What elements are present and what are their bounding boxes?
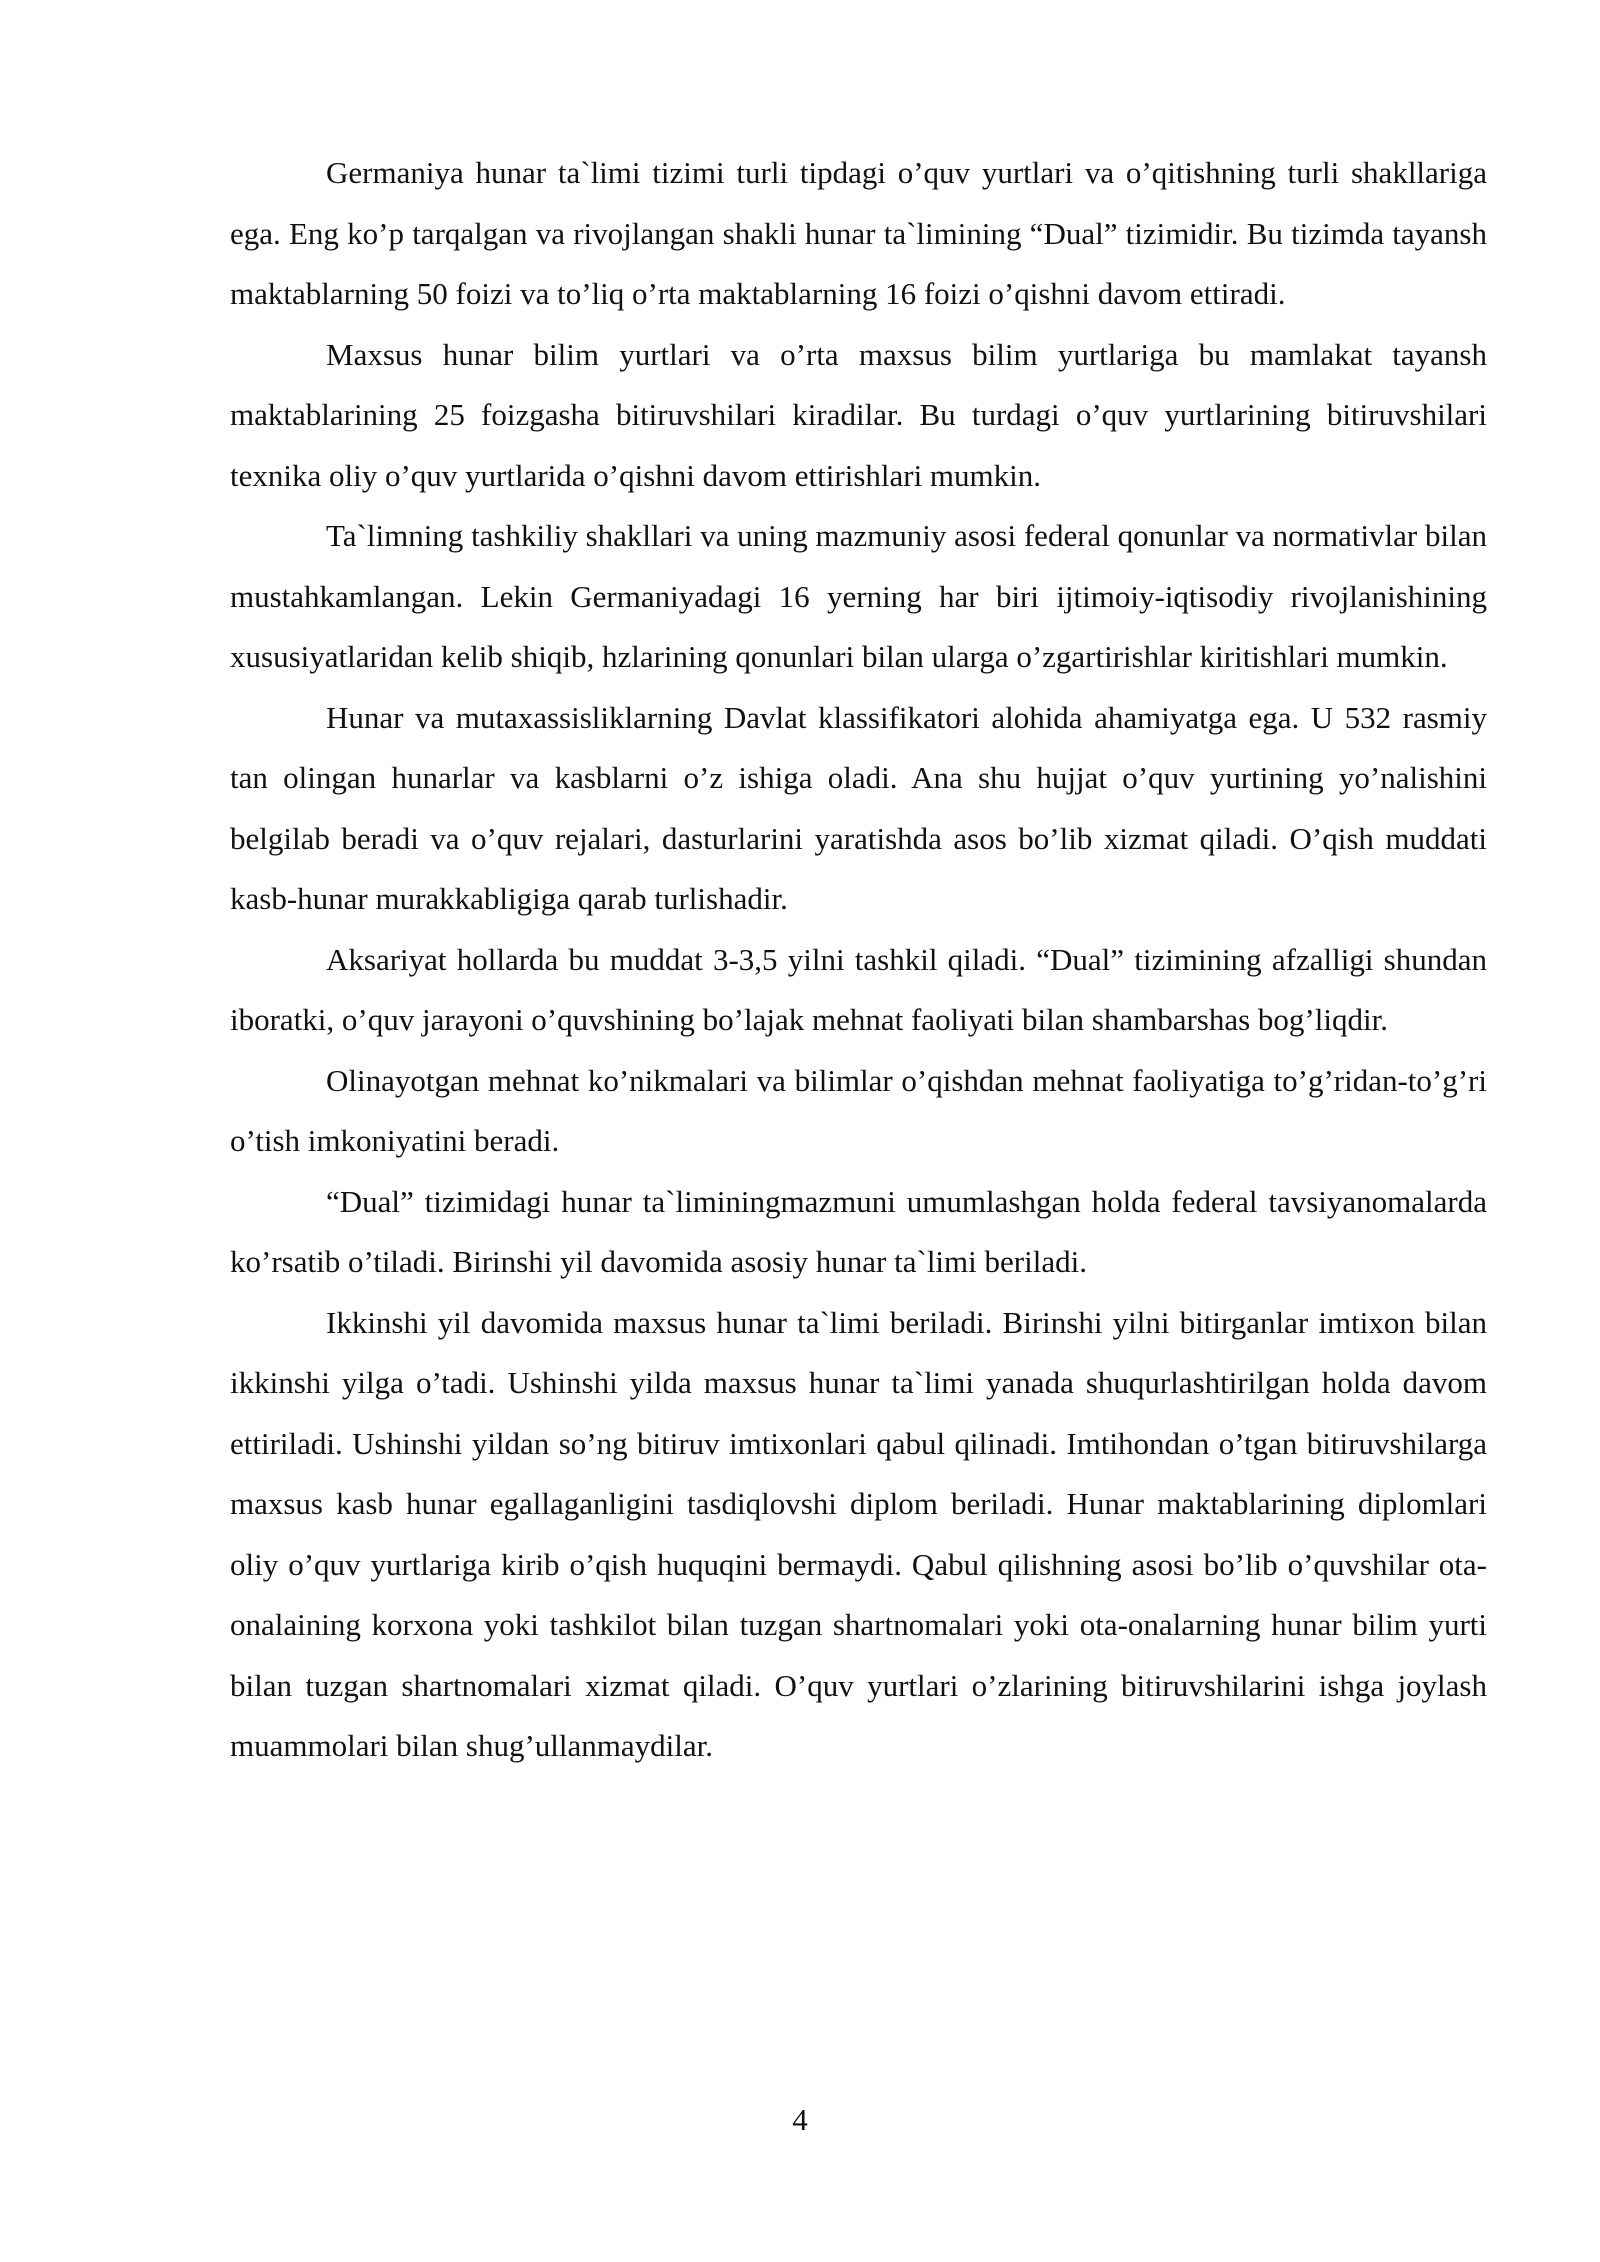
paragraph-5: Aksariyat hollarda bu muddat 3-3,5 yilni tashkil qiladi. “Dual” tizimining afzalligi shundan iboratki, o’quv jarayoni o’quvshining bo’lajak mehnat faoliyati bilan shambarshas bog’liqdir. xyxy=(230,941,1487,1037)
paragraph-8: Ikkinshi yil davomida maxsus hunar ta`limi beriladi. Birinshi yilni bitirganlar imtixon bilan ikkinshi yilga o’tadi. Ushinshi yilda maxsus hunar ta`limi yanada shuqurlashtirilgan holda davom ettiriladi. Ushinshi yildan so’ng bitiruv imtixonlari qabul qilinadi. Imtihondan o’tgan bitiruvshilarga maxsus kasb hunar egallaganligini tasdiqlovshi diplom beriladi. Hunar maktablarining diplomlari oliy o’quv yurtlariga kirib o’qish huquqini bermaydi. Qabul qilishning asosi bo’lib o’quvshilar ota-onalaining korxona yoki tashkilot bilan tuzgan shartnomalari yoki ota-onalarning hunar bilim yurti bilan tuzgan shartnomalari xizmat qiladi. O’quv yurtlari o’zlarining bitiruvshilarini ishga joylash muammolari bilan shug’ullanmaydilar. xyxy=(230,1304,1487,1763)
body-text xyxy=(230,143,1487,1777)
page-number: 4 xyxy=(792,2102,808,2137)
paragraph-3: Ta`limning tashkiliy shakllari va uning mazmuniy asosi federal qonunlar va normativlar bilan mustahkamlangan. Lekin Germaniyadagi 16 yerning har biri ijtimoiy-iqtisodiy rivojlanishining xususiyatlaridan kelib shiqib, hzlarining qonunlari bilan ularga o’zgartirishlar kiritishlari mumkin. xyxy=(230,518,1487,674)
paragraph-1: Germaniya hunar ta`limi tizimi turli tipdagi o’quv yurtlari va o’qitishning turli shakllariga ega. Eng ko’p tarqalgan va rivojlangan shakli hunar ta`limining “Dual” tizimidir. Bu tizimda tayansh maktablarning 50 foizi va to’liq o’rta maktablarning 16 foizi o’qishni davom ettiradi. xyxy=(230,155,1487,311)
paragraph-7: “Dual” tizimidagi hunar ta`liminingmazmuni umumlashgan holda federal tavsiyanomalarda ko’rsatib o’tiladi. Birinshi yil davomida asosiy hunar ta`limi beriladi. xyxy=(230,1183,1487,1279)
paragraph-4: Hunar va mutaxassisliklarning Davlat klassifikatori alohida ahamiyatga ega. U 532 rasmiy tan olingan hunarlar va kasblarni o’z ishiga oladi. Ana shu hujjat o’quv yurtining yo’nalishini belgilab beradi va o’quv rejalari, dasturlarini yaratishda asos bo’lib xizmat qiladi. O’qish muddati kasb-hunar murakkabligiga qarab turlishadir. xyxy=(230,699,1487,916)
paragraph-2: Maxsus hunar bilim yurtlari va o’rta maxsus bilim yurtlariga bu mamlakat tayansh maktablarining 25 foizgasha bitiruvshilari kiradilar. Bu turdagi o’quv yurtlarining bitiruvshilari texnika oliy o’quv yurtlarida o’qishni davom ettirishlari mumkin. xyxy=(230,336,1487,493)
paragraph-6: Olinayotgan mehnat ko’nikmalari va bilimlar o’qishdan mehnat faoliyatiga to’g’ridan-to’g’ri o’tish imkoniyatini beradi. xyxy=(230,1062,1487,1158)
